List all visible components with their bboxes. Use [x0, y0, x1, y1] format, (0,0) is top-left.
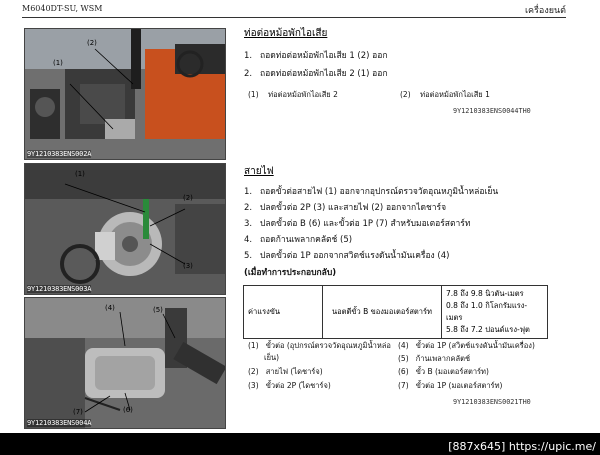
torque-label: ค่าแรงขัน	[244, 286, 323, 339]
header-divider	[22, 17, 566, 18]
section2-step-5: 5. ปลดขั้วต่อ 1P ออกจากสวิตช์แรงดันน้ำมันเครื่อง (4)	[244, 251, 450, 261]
photo3-callout-7: (7)	[73, 408, 83, 416]
section2-legend-5: (5) ก้านเพลากคลัตช์	[398, 354, 471, 363]
photo1-callout-1: (1)	[53, 59, 63, 67]
watermark: [887x645] https://upic.me/	[448, 440, 596, 453]
photo3-callout-6: (6)	[123, 406, 133, 414]
section2-legend-1: (1) ขั้วต่อ (อุปกรณ์ตรวจวัดอุณหภูมิน้ำหล่อ	[248, 341, 391, 350]
section2-legend-7: (7) ขั้วต่อ 1P (มอเตอร์สตาร์ท)	[398, 381, 503, 390]
section1-code: 9Y1210383ENS0044TH0	[453, 107, 531, 115]
photo-exhaust-pipes	[24, 28, 226, 160]
torque-item: นอตตีขั้ว B ของมอเตอร์สตาร์ท	[323, 286, 442, 339]
section2-title: สายไฟ	[244, 166, 274, 177]
section2-step-4: 4. ถอดก้านเพลากคลัตช์ (5)	[244, 235, 353, 245]
section2-legend-2: (2) สายไฟ (ไดชาร์จ)	[248, 367, 323, 376]
section1-title: ท่อต่อหม้อพักไอเสีย	[244, 28, 328, 39]
photo-alternator	[24, 163, 226, 295]
photo2-callout-1: (1)	[75, 170, 85, 178]
section2-step-3: 3. ปลดขั้วต่อ B (6) และขั้วต่อ 1P (7) สำหรับมอเตอร์สตาร์ท	[244, 219, 471, 229]
reassembly-note: (เมื่อทำการประกอบกลับ)	[244, 268, 337, 278]
section2-legend-3: (3) ขั้วต่อ 2P (ไดชาร์จ)	[248, 381, 331, 390]
section2-step-1: 1. ถอดขั้วต่อสายไฟ (1) ออกจากอุปกรณ์ตรวจวัดอุณหภูมิน้ำหล่อเย็น	[244, 187, 499, 197]
photo-starter-motor	[24, 297, 226, 429]
header-model: M6040DT-SU, WSM	[22, 4, 103, 13]
section1-legend-1: (1) ท่อต่อหม้อพักไอเสีย 2	[248, 90, 338, 99]
photo2-callout-3: (3)	[183, 262, 193, 270]
photo3-callout-4: (4)	[105, 304, 115, 312]
header-section: เครื่องยนต์	[524, 6, 566, 16]
torque-table	[243, 285, 548, 339]
photo1-caption: 9Y1210383ENS002A	[27, 150, 92, 158]
photo2-callout-2: (2)	[183, 194, 193, 202]
section1-legend-2: (2) ท่อต่อหม้อพักไอเสีย 1	[400, 90, 490, 99]
photo3-caption: 9Y1210383ENS004A	[27, 419, 92, 427]
section2-step-2: 2. ปลดขั้วต่อ 2P (3) และสายไฟ (2) ออกจากไดชาร์จ	[244, 203, 447, 213]
section2-legend-1b: เย็น)	[264, 353, 280, 362]
section2-code: 9Y1210383ENS0021TH0	[453, 398, 531, 406]
section2-legend-6: (6) ขั้ว B (มอเตอร์สตาร์ท)	[398, 367, 489, 376]
section1-step-1: 1. ถอดท่อต่อหม้อพักไอเสีย 1 (2) ออก	[244, 51, 388, 61]
section1-step-2: 2. ถอดท่อต่อหม้อพักไอเสีย 2 (1) ออก	[244, 69, 388, 79]
section2-legend-4: (4) ขั้วต่อ 1P (สวิตช์แรงดันน้ำมันเครื่อง)	[398, 341, 535, 350]
photo2-caption: 9Y1210383ENS003A	[27, 285, 92, 293]
photo1-callout-2: (2)	[87, 39, 97, 47]
torque-values: 7.8 ถึง 9.8 นิวตัน-เมตร 0.8 ถึง 1.0 กิโลกรัมแรง-เมตร 5.8 ถึง 7.2 ปอนด์แรง-ฟุต	[442, 286, 548, 339]
photo3-callout-5: (5)	[153, 306, 163, 314]
